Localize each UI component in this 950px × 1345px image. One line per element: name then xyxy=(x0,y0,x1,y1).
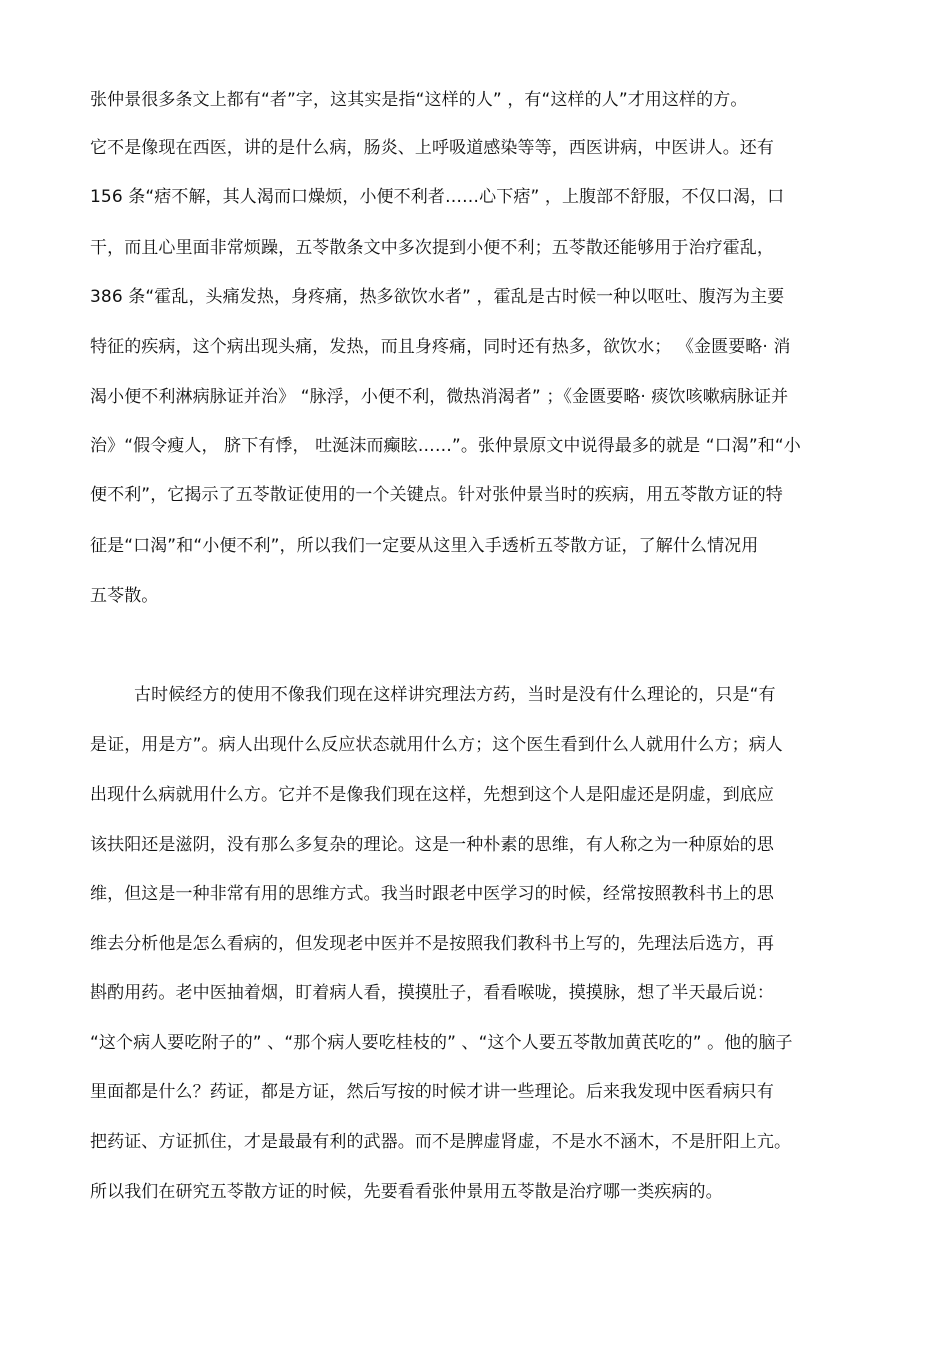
paragraph-line: 把药证、方证抓住，才是最最有利的武器。而不是脾虚肾虚，不是水不涵木，不是肝阳上亢。 xyxy=(90,1132,792,1152)
paragraph-line: 便不利”，它揭示了五苓散证使用的一个关键点。针对张仲景当时的疾病，用五苓散方证的特 xyxy=(90,485,783,505)
paragraph-line: 干，而且心里面非常烦躁，五苓散条文中多次提到小便不利；五苓散还能够用于治疗霍乱， xyxy=(90,238,774,258)
paragraph-line: 五苓散。 xyxy=(90,586,159,606)
paragraph-line: 征是“口渴”和“小便不利”，所以我们一定要从这里入手透析五苓散方证，了解什么情况用 xyxy=(90,536,759,556)
paragraph-line: 渴小便不利淋病脉证并治》 “脉浮，小便不利，微热消渴者” ；《金匮要略· 痰饮咳嗽病脉证并 xyxy=(90,387,789,407)
paragraph-line: 所以我们在研究五苓散方证的时候，先要看看张仲景用五苓散是治疗哪一类疾病的。 xyxy=(90,1182,723,1202)
paragraph-line: 出现什么病就用什么方。它并不是像我们现在这样，先想到这个人是阳虚还是阴虚，到底应 xyxy=(90,785,774,805)
paragraph-line: 古时候经方的使用不像我们现在这样讲究理法方药，当时是没有什么理论的，只是“有 xyxy=(134,685,776,705)
paragraph-line: 里面都是什么？药证，都是方证，然后写按的时候才讲一些理论。后来我发现中医看病只有 xyxy=(90,1082,774,1102)
paragraph-line: 特征的疾病，这个病出现头痛，发热，而且身疼痛，同时还有热多，欲饮水； 《金匮要略· 消 xyxy=(90,337,791,357)
paragraph-line: 维，但这是一种非常有用的思维方式。我当时跟老中医学习的时候，经常按照教科书上的思 xyxy=(90,884,774,904)
paragraph-line: 是证，用是方”。病人出现什么反应状态就用什么方；这个医生看到什么人就用什么方；病人 xyxy=(90,735,783,755)
paragraph-line: 386 条“霍乱，头痛发热，身疼痛，热多欲饮水者” ，霍乱是古时候一种以呕吐、腹泻为主要 xyxy=(90,287,785,307)
paragraph-line: 治》“假令瘦人， 脐下有悸， 吐涎沫而癫眩……”。张仲景原文中说得最多的就是 “口渴”和“小 xyxy=(90,436,801,456)
paragraph-line: 156 条“痞不解，其人渴而口燥烦，小便不利者……心下痞” ，上腹部不舒服，不仅口渴，口 xyxy=(90,187,785,207)
paragraph-line: 斟酌用药。老中医抽着烟，盯着病人看，摸摸肚子，看看喉咙，摸摸脉，想了半天最后说： xyxy=(90,983,774,1003)
paragraph-line: 维去分析他是怎么看病的，但发现老中医并不是按照我们教科书上写的，先理法后选方，再 xyxy=(90,934,774,954)
paragraph-line: “这个病人要吃附子的” 、“那个病人要吃桂枝的” 、“这个人要五苓散加黄芪吃的” 。他的脑子 xyxy=(90,1033,793,1053)
paragraph-line: 该扶阳还是滋阴，没有那么多复杂的理论。这是一种朴素的思维，有人称之为一种原始的思 xyxy=(90,835,774,855)
paragraph-line: 张仲景很多条文上都有“者”字，这其实是指“这样的人” ，有“这样的人”才用这样的方。 xyxy=(90,90,748,110)
paragraph-line: 它不是像现在西医，讲的是什么病，肠炎、上呼吸道感染等等，西医讲病，中医讲人。还有 xyxy=(90,138,774,158)
